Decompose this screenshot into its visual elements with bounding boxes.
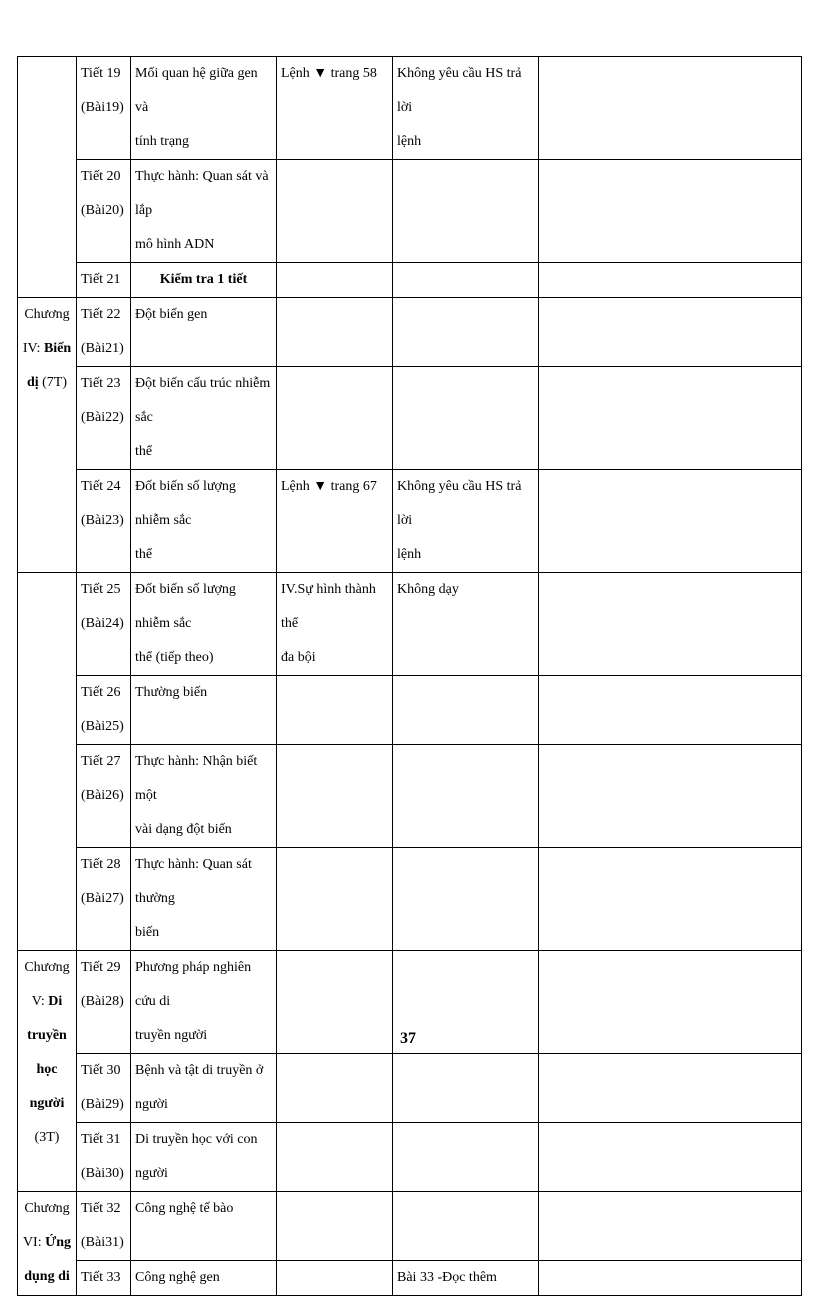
content-cell: Đốt biến số lượng nhiễm sắc thể (tiếp theo) — [131, 573, 277, 676]
content-cell: Đột biến cấu trúc nhiễm sắc thể — [131, 367, 277, 470]
table-row — [18, 1123, 802, 1192]
content-cell: Thực hành: Quan sát thường biến — [131, 848, 277, 951]
notes-cell — [539, 1261, 802, 1296]
lesson-cell: Tiết 24 (Bài23) — [77, 470, 131, 573]
guidance-cell — [393, 848, 539, 951]
content-cell: Mối quan hệ giữa gen và tính trạng — [131, 57, 277, 160]
adjustment-cell: IV.Sự hình thành thể đa bội — [277, 573, 393, 676]
content-cell: Thực hành: Nhận biết một vài dạng đột biến — [131, 745, 277, 848]
notes-cell — [539, 573, 802, 676]
content-cell: Công nghệ tế bào — [131, 1192, 277, 1261]
lesson-cell: Tiết 33 — [77, 1261, 131, 1296]
chapter-cell: Chương V: Di truyền học người (3T) — [18, 951, 77, 1192]
guidance-cell — [393, 298, 539, 367]
adjustment-cell — [277, 1054, 393, 1123]
adjustment-cell — [277, 263, 393, 298]
guidance-cell — [393, 745, 539, 848]
guidance-cell — [393, 367, 539, 470]
lesson-cell: Tiết 31 (Bài30) — [77, 1123, 131, 1192]
guidance-cell: Không dạy — [393, 573, 539, 676]
page-number: 37 — [400, 1030, 416, 1047]
notes-cell — [539, 848, 802, 951]
lesson-cell: Tiết 20 (Bài20) — [77, 160, 131, 263]
notes-cell — [539, 160, 802, 263]
guidance-cell — [393, 263, 539, 298]
notes-cell — [539, 367, 802, 470]
chapter-cell: Chương IV: Biến dị (7T) — [18, 298, 77, 573]
notes-cell — [539, 470, 802, 573]
guidance-cell — [393, 1192, 539, 1261]
lesson-cell: Tiết 23 (Bài22) — [77, 367, 131, 470]
guidance-cell — [393, 1054, 539, 1123]
guidance-cell — [393, 676, 539, 745]
content-cell: Kiểm tra 1 tiết — [131, 263, 277, 298]
adjustment-cell: Lệnh ▼ trang 58 — [277, 57, 393, 160]
content-cell: Đốt biến số lượng nhiễm sắc thể — [131, 470, 277, 573]
chapter-cell-empty — [18, 57, 77, 298]
content-cell: Công nghệ gen — [131, 1261, 277, 1296]
table-row — [18, 745, 802, 848]
notes-cell — [539, 1192, 802, 1261]
adjustment-cell — [277, 160, 393, 263]
notes-cell — [539, 676, 802, 745]
lesson-cell: Tiết 22 (Bài21) — [77, 298, 131, 367]
table-row — [18, 1192, 802, 1261]
lesson-cell: Tiết 19 (Bài19) — [77, 57, 131, 160]
table-row — [18, 470, 802, 573]
content-cell: Bệnh và tật di truyền ở người — [131, 1054, 277, 1123]
table-row — [18, 298, 802, 367]
lesson-cell: Tiết 29 (Bài28) — [77, 951, 131, 1054]
lesson-cell: Tiết 25 (Bài24) — [77, 573, 131, 676]
lesson-cell: Tiết 32 (Bài31) — [77, 1192, 131, 1261]
chapter-cell: Chương VI: Ứng dụng di — [18, 1192, 77, 1296]
table-row — [18, 160, 802, 263]
adjustment-cell — [277, 676, 393, 745]
notes-cell — [539, 1054, 802, 1123]
table-row — [18, 263, 802, 298]
table-row — [18, 573, 802, 676]
adjustment-cell — [277, 1261, 393, 1296]
content-cell: Thường biến — [131, 676, 277, 745]
notes-cell — [539, 57, 802, 160]
table-row — [18, 1054, 802, 1123]
lesson-cell: Tiết 28 (Bài27) — [77, 848, 131, 951]
notes-cell — [539, 263, 802, 298]
lesson-cell: Tiết 21 — [77, 263, 131, 298]
lesson-cell: Tiết 27 (Bài26) — [77, 745, 131, 848]
notes-cell — [539, 745, 802, 848]
adjustment-cell: Lệnh ▼ trang 67 — [277, 470, 393, 573]
guidance-cell: Không yêu cầu HS trả lời lệnh — [393, 470, 539, 573]
lesson-cell: Tiết 30 (Bài29) — [77, 1054, 131, 1123]
adjustment-cell — [277, 1123, 393, 1192]
guidance-cell: Không yêu cầu HS trả lời lệnh — [393, 57, 539, 160]
chapter-cell-empty — [18, 573, 77, 951]
table-row — [18, 57, 802, 160]
guidance-cell — [393, 1123, 539, 1192]
content-cell: Đột biến gen — [131, 298, 277, 367]
curriculum-table — [17, 56, 802, 1296]
adjustment-cell — [277, 848, 393, 951]
guidance-cell: Bài 33 -Đọc thêm — [393, 1261, 539, 1296]
table-row — [18, 1261, 802, 1296]
table-row — [18, 676, 802, 745]
content-cell: Phương pháp nghiên cứu di truyền người — [131, 951, 277, 1054]
guidance-cell — [393, 160, 539, 263]
notes-cell — [539, 298, 802, 367]
table-row — [18, 848, 802, 951]
table-row — [18, 367, 802, 470]
notes-cell — [539, 1123, 802, 1192]
content-cell: Di truyền học với con người — [131, 1123, 277, 1192]
adjustment-cell — [277, 367, 393, 470]
lesson-cell: Tiết 26 (Bài25) — [77, 676, 131, 745]
adjustment-cell — [277, 298, 393, 367]
adjustment-cell — [277, 745, 393, 848]
content-cell: Thực hành: Quan sát và lắp mô hình ADN — [131, 160, 277, 263]
adjustment-cell — [277, 1192, 393, 1261]
